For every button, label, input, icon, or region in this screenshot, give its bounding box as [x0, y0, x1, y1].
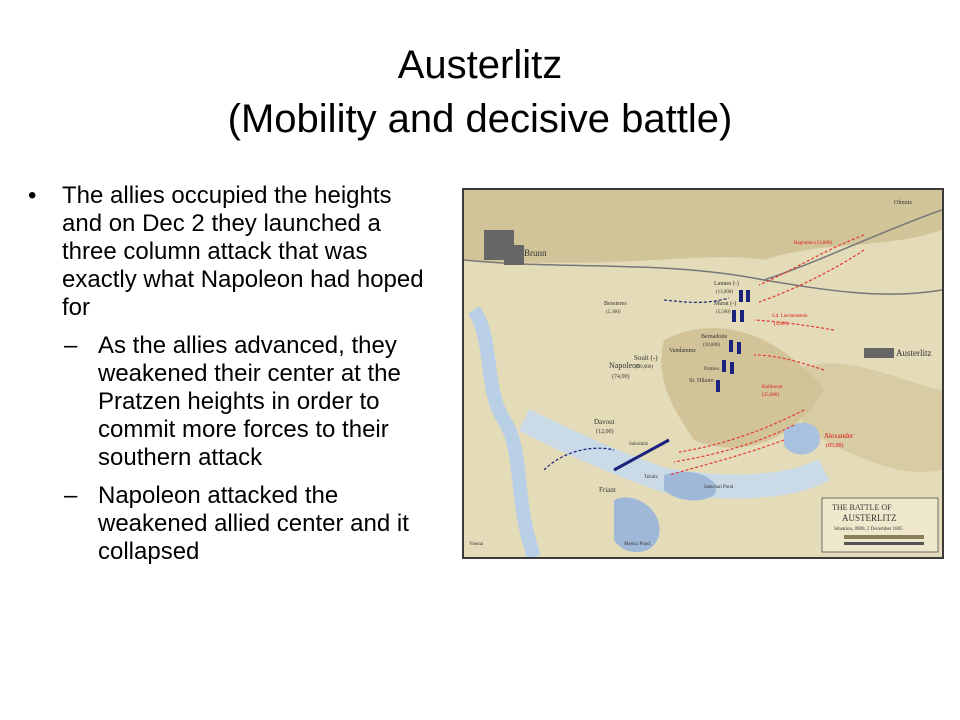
map-label-lannes: Lannes (-) — [714, 281, 739, 287]
dash-icon: – — [64, 482, 78, 509]
map-label-vandamme: Vandamme — [669, 348, 696, 354]
legend-line1: THE BATTLE OF — [832, 503, 892, 512]
map-label-bagration: Bagration (13,000) — [794, 241, 833, 246]
map-label-brunn: Brunn — [524, 248, 547, 258]
slide-title-line2: (Mobility and decisive battle) — [227, 97, 733, 141]
map-label-olmutz: Olmutz — [894, 200, 912, 206]
map-label-davout-strength: (12,00) — [596, 429, 614, 435]
bullet-list — [28, 182, 438, 566]
slide-title-line1: Austerlitz — [397, 43, 563, 87]
sub-bullet-text: Napoleon attacked the weakened allied center and it collapsed — [98, 482, 409, 565]
map-label-lannes-strength: (13,000) — [716, 290, 734, 295]
map-label-telnitz: Telnitz — [644, 475, 658, 480]
map-label-alexander-strength: (85,00) — [826, 443, 844, 449]
map-label-austerlitz: Austerlitz — [896, 348, 932, 358]
sub-bullet-item — [28, 332, 438, 472]
map-label-vienna: Vienna — [469, 542, 484, 547]
bullet-item — [28, 182, 438, 322]
map-label-satschan-pond: Satschan Pond — [704, 485, 734, 490]
map-label-napoleon: Napoleon — [609, 361, 641, 370]
legend-line2: AUSTERLITZ — [842, 513, 897, 523]
legend-line3: Situation, 0900, 2 December 1805 — [834, 527, 903, 532]
map-legend — [822, 498, 938, 552]
bullet-dot-icon: • — [28, 182, 37, 209]
map-label-st-hilaire: St. Hilaire — [689, 378, 714, 384]
map-label-soult: Soult (-) — [634, 354, 658, 362]
sub-bullet-item — [28, 482, 438, 566]
bullet-text: The allies occupied the heights and on Dec 2 they launched a three column attack that was exactly what Napoleon had hoped for — [62, 182, 424, 321]
map-label-murat: Murat (-) — [714, 301, 737, 307]
battle-map-svg — [464, 190, 942, 557]
map-label-liechtenstein-strength: (4,600) — [774, 322, 789, 327]
sub-bullet-text: As the allies advanced, they weakened their center at the Pratzen heights in order to commit more forces to their southern attack — [98, 332, 401, 471]
slide-title — [0, 38, 960, 146]
map-label-napoleon-strength: (74,00) — [612, 374, 630, 380]
map-label-davout: Davout — [594, 418, 615, 426]
map-label-soult-strength: (19,000) — [636, 365, 654, 370]
map-label-kollowrat-strength: (25,000) — [762, 393, 780, 398]
map-label-alexander: Alexander — [824, 432, 854, 440]
map-label-menitz-pond: Menitz Pond — [624, 542, 650, 547]
battle-map — [462, 188, 944, 559]
dash-icon: – — [64, 332, 78, 359]
map-label-kollowrat: Kollowrat — [762, 385, 783, 390]
map-label-bernadotte: Bernadotte — [701, 334, 728, 340]
map-label-pratzen: Pratzen — [704, 367, 719, 372]
map-label-bernadotte-strength: (10,000) — [703, 343, 721, 348]
map-label-friant: Friant — [599, 486, 616, 494]
map-label-bessieres-strength: (5,300) — [606, 310, 621, 315]
map-label-murat-strength: (5,500) — [716, 310, 731, 315]
map-label-sokolnitz: Sokolnitz — [629, 442, 649, 447]
map-label-liechtenstein: Gd. Liechtenstein — [772, 314, 808, 319]
map-label-bessieres: Bessieres — [604, 301, 627, 307]
